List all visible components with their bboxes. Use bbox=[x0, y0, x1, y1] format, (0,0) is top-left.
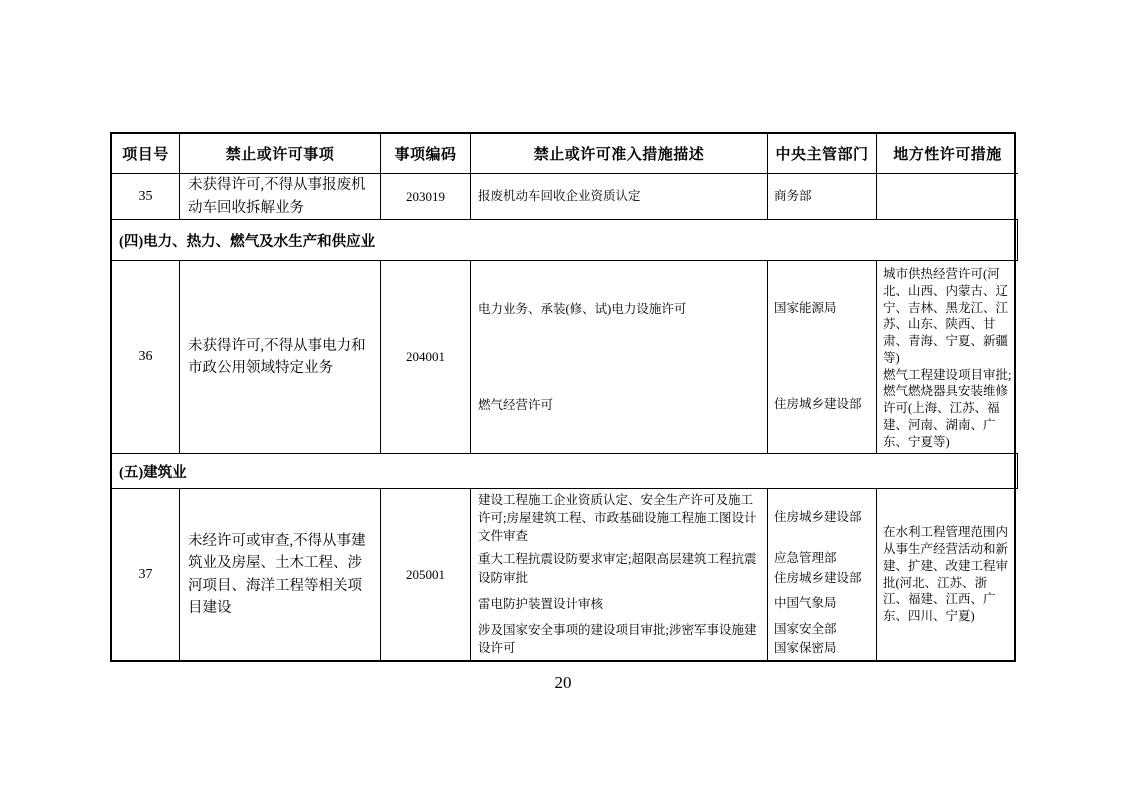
central-dept: 住房城乡建设部 bbox=[774, 397, 862, 412]
page-number: 20 bbox=[554, 673, 572, 692]
measure-dept-subrow bbox=[471, 618, 876, 660]
central-dept-cell bbox=[768, 489, 876, 547]
item-37-local-measures bbox=[877, 489, 1018, 660]
central-dept: 住房城乡建设部 bbox=[774, 570, 862, 585]
section-header-4: (四)电力、热力、燃气及水生产和供应业 bbox=[112, 220, 1018, 261]
item-35-local-measures bbox=[877, 174, 1018, 220]
local-measure: 在水利工程管理范围内从事生产经营活动和新建、扩建、改建工程审批(河北、江苏、浙江、福建、江西、广东、四川、宁夏) bbox=[883, 525, 1009, 623]
page-content bbox=[110, 132, 1016, 693]
central-dept-cell bbox=[768, 261, 876, 357]
section-header-5: (五)建筑业 bbox=[112, 454, 1018, 489]
measure-dept-subrow bbox=[471, 261, 876, 357]
col-header-item-no: 项目号 bbox=[112, 134, 180, 174]
central-dept-cell bbox=[768, 357, 876, 453]
col-header-matter: 禁止或许可事项 bbox=[180, 134, 381, 174]
item-36-number: 36 bbox=[112, 261, 180, 454]
local-measure: 城市供热经营许可(河北、山西、内蒙古、辽宁、吉林、黑龙江、江苏、山东、陕西、甘肃、青海、宁夏、新疆等) bbox=[883, 267, 1009, 365]
col-header-local-measures: 地方性许可措施 bbox=[877, 134, 1018, 174]
item-36-matter: 未获得许可,不得从事电力和市政公用领域特定业务 bbox=[180, 261, 381, 454]
measure-text: 燃气经营许可 bbox=[471, 357, 768, 453]
item-37-measures-depts bbox=[471, 489, 877, 660]
measure-text: 重大工程抗震设防要求审定;超限高层建筑工程抗震设防审批 bbox=[471, 547, 768, 590]
central-dept: 住房城乡建设部 bbox=[774, 510, 862, 525]
col-header-measures: 禁止或许可准入措施描述 bbox=[471, 134, 768, 174]
item-36-measures-depts bbox=[471, 261, 877, 454]
item-36-local-measures bbox=[877, 261, 1018, 454]
measure-dept-subrow bbox=[471, 174, 876, 219]
col-header-central-dept: 中央主管部门 bbox=[768, 134, 877, 174]
item-35-code: 203019 bbox=[381, 174, 471, 220]
measure-text: 报废机动车回收企业资质认定 bbox=[471, 174, 768, 219]
measure-text: 建设工程施工企业资质认定、安全生产许可及施工许可;房屋建筑工程、市政基础设施工程施工图设计文件审查 bbox=[471, 489, 768, 547]
item-35-number: 35 bbox=[112, 174, 180, 220]
measure-dept-subrow bbox=[471, 489, 876, 547]
col-header-code: 事项编码 bbox=[381, 134, 471, 174]
negative-list-table bbox=[110, 132, 1016, 662]
measure-dept-subrow bbox=[471, 590, 876, 618]
central-dept: 商务部 bbox=[774, 188, 812, 203]
measure-dept-subrow bbox=[471, 547, 876, 590]
central-dept: 国家保密局 bbox=[774, 641, 837, 655]
item-37-number: 37 bbox=[112, 489, 180, 660]
measure-text: 涉及国家安全事项的建设项目审批;涉密军事设施建设许可 bbox=[471, 618, 768, 660]
central-dept-cell bbox=[768, 174, 876, 219]
measure-dept-subrow bbox=[471, 357, 876, 453]
central-dept-cell bbox=[768, 590, 876, 618]
local-measure: 燃气工程建设项目审批;燃气燃烧器具安装维修许可(上海、江苏、福建、河南、湖南、广东、宁夏等) bbox=[883, 367, 1012, 449]
central-dept: 国家安全部 bbox=[774, 621, 837, 636]
central-dept-cell bbox=[768, 618, 876, 660]
central-dept: 国家能源局 bbox=[774, 301, 837, 316]
item-37-matter: 未经许可或审查,不得从事建筑业及房屋、土木工程、涉河项目、海洋工程等相关项目建设 bbox=[180, 489, 381, 660]
central-dept-cell bbox=[768, 547, 876, 590]
central-dept: 应急管理部 bbox=[774, 551, 837, 566]
measure-text: 电力业务、承装(修、试)电力设施许可 bbox=[471, 261, 768, 357]
item-37-code: 205001 bbox=[381, 489, 471, 660]
item-36-code: 204001 bbox=[381, 261, 471, 454]
item-35-measures-depts bbox=[471, 174, 877, 220]
measure-text: 雷电防护装置设计审核 bbox=[471, 590, 768, 618]
central-dept: 中国气象局 bbox=[774, 596, 837, 611]
item-35-matter: 未获得许可,不得从事报废机动车回收拆解业务 bbox=[180, 174, 381, 220]
